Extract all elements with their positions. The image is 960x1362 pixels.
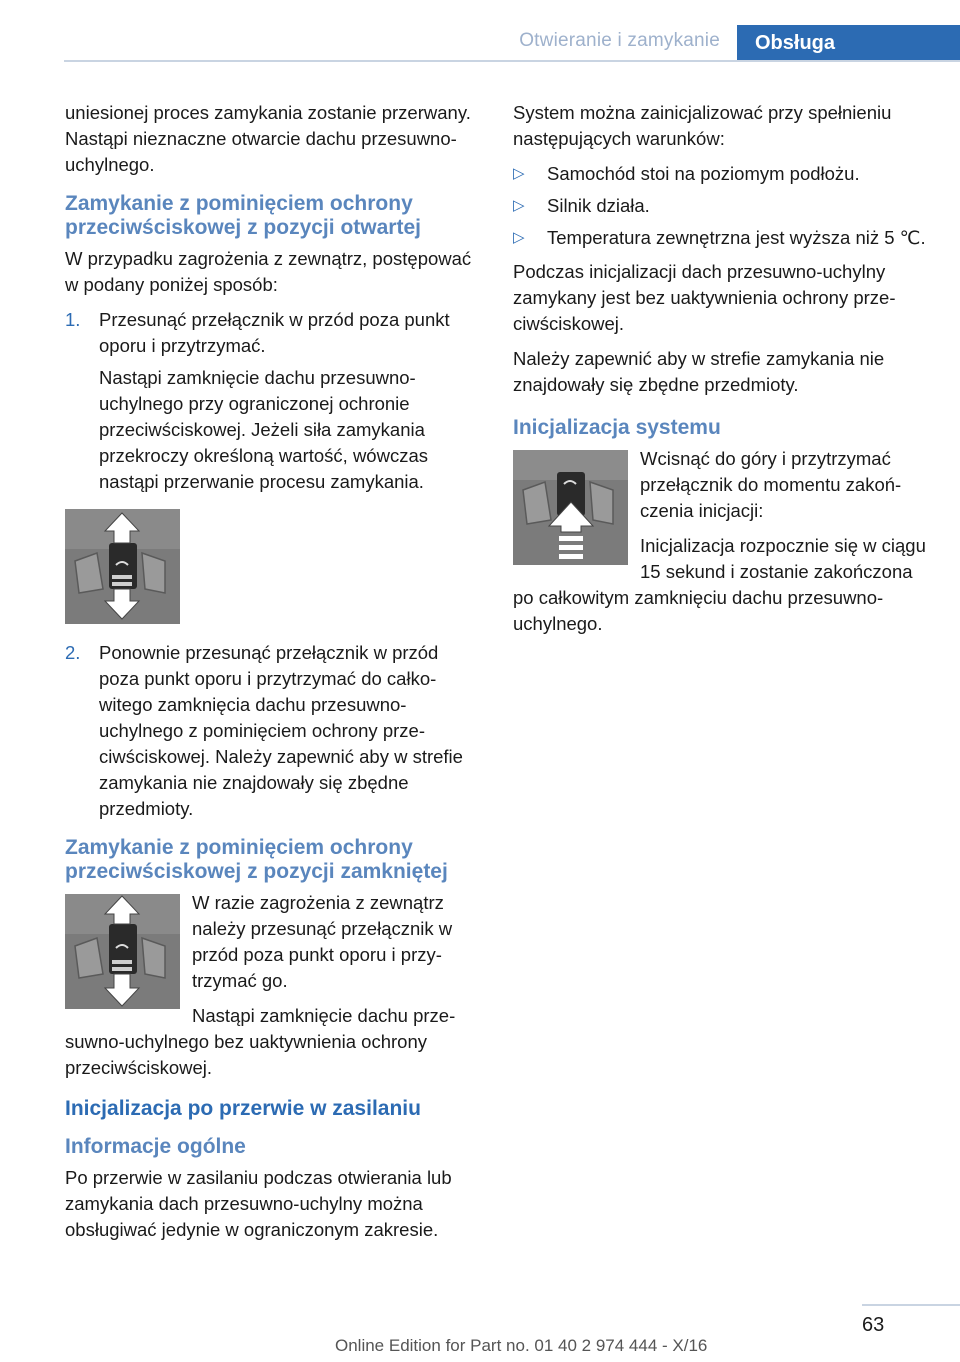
left-column (65, 100, 481, 1252)
switch-press-up-illustration (513, 450, 628, 565)
page-number: 63 (862, 1314, 885, 1336)
triangle-bullet-icon: ▷ (513, 229, 525, 246)
switch-slide-forward-illustration (65, 509, 180, 624)
condition-text: Samochód stoi na poziomym podłożu. (547, 163, 860, 184)
paragraph-close-from-closed-1: W razie zagrożenia z zewnątrz należy przesunąć przełącznik w przód poza punkt oporu i przytrzymać go. (192, 892, 453, 991)
step-2 (65, 640, 481, 822)
header-chapter-tab: Obsługa (737, 25, 960, 62)
conditions-list (513, 161, 929, 251)
paragraph-init-warning: Należy zapewnić aby w strefie zamykania nie znajdowały się zbędne przedmioty. (513, 348, 885, 395)
heading-general-info: Informacje ogólne (65, 1135, 246, 1158)
switch-slide-forward-illustration-2 (65, 894, 180, 1009)
step-number: 2. (65, 642, 81, 663)
condition-item (513, 161, 929, 187)
paragraph-init-conditions: System można zainicjalizować przy spełnieniu następujących warunków: (513, 102, 892, 149)
right-column (513, 100, 929, 646)
paragraph-general-info: Po przerwie w zasilaniu podczas otwierania lub zamykania dach przesuwno-uchylny można obsługiwać jedynie w ograniczonym zakresie. (65, 1167, 452, 1240)
step-1 (65, 307, 481, 495)
step-number: 1. (65, 309, 81, 330)
step-1-subtext: Nastąpi zamknięcie dachu przesuwno-uchylnego przy ograniczonej ochronie przeciwściskowej. Jeżeli siła zamykania przekroczy określoną wartość, wówczas nastąpi przerwanie procesu zamykania. (99, 367, 428, 492)
heading-close-from-closed: Zamykanie z pominięciem ochrony przeciwściskowej z pozycji zamkniętej (65, 836, 448, 883)
triangle-bullet-icon: ▷ (513, 197, 525, 214)
paragraph-intro: uniesionej proces zamykania zostanie przerwany. Nastąpi nieznaczne otwarcie dachu przesuwno-uchylnego. (65, 102, 471, 175)
steps-list (65, 307, 481, 495)
heading-power-interruption: Inicjalizacja po przerwie w zasilaniu (65, 1097, 421, 1120)
heading-close-from-open: Zamykanie z pominięciem ochrony przeciwściskowej z pozycji otwartej (65, 192, 421, 239)
paragraph-system-init-1: Wcisnąć do góry i przytrzymać przełącznik do momentu zakończenia inicjacji: (640, 448, 902, 521)
paragraph-init-behavior: Podczas inicjalizacji dach przesuwno-uchylny zamykany jest bez uaktywnienia ochrony przeciwściskowej. (513, 261, 896, 334)
condition-item (513, 193, 929, 219)
heading-system-init: Inicjalizacja systemu (513, 416, 721, 439)
header-divider (64, 60, 960, 62)
footer-edition: Online Edition for Part no. 01 40 2 974 444 - X/16 (335, 1336, 708, 1355)
header-section-title: Otwieranie i zamykanie (519, 30, 720, 51)
step-2-text: Ponownie przesunąć przełącznik w przód poza punkt oporu i przytrzymać do całkowitego zamknięcia dachu przesuwno-uchylnego z pominięciem ochrony przeciwściskowej. Należy zapewnić aby w strefie zamykania nie znajdowały się zbędne przedmioty. (99, 642, 463, 819)
paragraph-system-init-2: Inicjalizacja rozpocznie się w ciągu 15 sekund i zostanie zakończona po całkowitym zamknięciu dachu przesuwno-uchylnego. (513, 535, 926, 634)
triangle-bullet-icon: ▷ (513, 165, 525, 182)
condition-item (513, 225, 929, 251)
step-1-text: Przesunąć przełącznik w przód poza punkt oporu i przytrzymać. (99, 309, 450, 356)
paragraph-close-from-open: W przypadku zagrożenia z zewnątrz, postępować w podany poniżej sposób: (65, 248, 472, 295)
condition-text: Temperatura zewnętrzna jest wyższa niż 5 ℃. (547, 227, 926, 248)
condition-text: Silnik działa. (547, 195, 650, 216)
footer-divider (862, 1304, 960, 1306)
paragraph-close-from-closed-2: Nastąpi zamknięcie dachu przesuwno-uchylnego bez uaktywnienia ochrony przeciwściskowej. (65, 1005, 456, 1078)
steps-list-continued (65, 640, 481, 822)
